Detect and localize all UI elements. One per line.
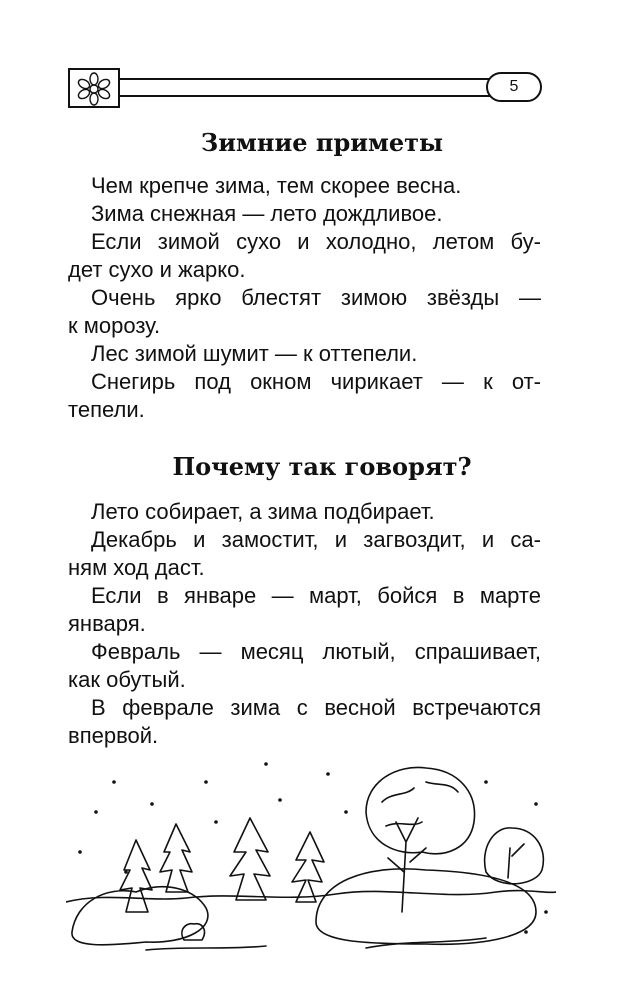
text-line: Если зимой сухо и холодно, летом бу- [91,229,541,254]
text-line: дет сухо и жарко. [68,257,246,282]
text-line: впервой. [68,723,159,748]
section-title-winter-signs: Зимние приметы [200,128,444,157]
page-header [68,68,542,110]
text-line: Зима снежная — лето дождливое. [91,201,443,226]
text-line: Февраль — месяц лютый, спрашивает, [91,639,541,664]
text-line: ням ход даст. [68,555,205,580]
flower-logo [68,68,120,108]
text-line: Если в январе — март, бойся в марте [91,583,541,608]
text-line: Чем крепче зима, тем скорее весна. [91,173,462,198]
page-number: 5 [486,72,542,102]
text-line: как обутый. [68,667,186,692]
flower-icon [74,72,114,106]
text-line: Декабрь и замостит, и загвоздит, и са- [91,527,541,552]
text-line: Очень ярко блестят зимою звёзды — [91,285,541,310]
text-line: тепели. [68,397,145,422]
winter-forest-illustration [66,752,556,952]
text-line: Лето собирает, а зима подбирает. [91,499,435,524]
text-line: Лес зимой шумит — к оттепели. [91,341,418,366]
text-line: января. [68,611,146,636]
text-line: к морозу. [68,313,161,338]
header-rule-bottom [118,95,502,97]
text-line: Снегирь под окном чирикает — к от- [91,369,541,394]
header-rule-top [118,78,502,80]
section-title-why-they-say: Почему так говорят? [172,452,472,481]
text-line: В феврале зима с весной встречаются [91,695,541,720]
